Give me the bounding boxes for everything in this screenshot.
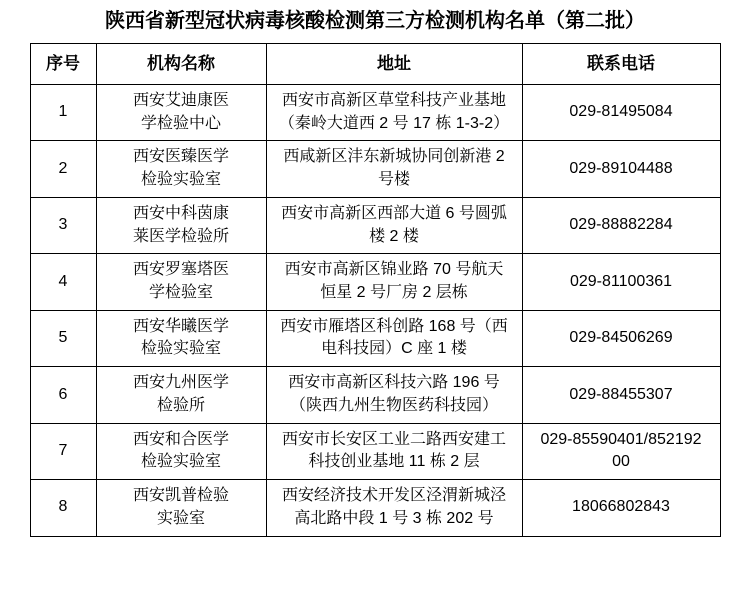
table-header	[30, 44, 720, 85]
phone-line: 029-81100361	[569, 272, 673, 290]
cell-index: 6	[30, 367, 96, 423]
org-line: 学检验中心	[140, 114, 221, 132]
cell-address	[266, 197, 522, 253]
org-line: 学检验室	[148, 284, 213, 302]
org-line: 莱医学检验所	[132, 227, 229, 245]
org-line: 检验实验室	[140, 340, 221, 358]
cell-phone	[522, 480, 720, 536]
org-line: 西安中科茵康	[132, 204, 229, 222]
org-line: 西安华曦医学	[132, 317, 229, 335]
org-line: 检验所	[156, 396, 205, 414]
addr-line: 恒星 2 号厂房 2 层栋	[320, 284, 468, 302]
column-header-organization: 机构名称	[96, 44, 266, 85]
table-row	[30, 423, 720, 479]
cell-index: 1	[30, 85, 96, 141]
org-line: 西安医臻医学	[132, 148, 229, 166]
table-header-row	[30, 44, 720, 85]
cell-index: 8	[30, 480, 96, 536]
table-row	[30, 480, 720, 536]
org-line: 实验室	[156, 509, 205, 527]
table-row	[30, 367, 720, 423]
cell-phone	[522, 141, 720, 197]
phone-line: 18066802843	[572, 498, 670, 516]
cell-organization	[96, 310, 266, 366]
phone-line: 029-85590401/852192	[540, 430, 702, 448]
phone-line: 029-89104488	[569, 159, 673, 177]
addr-line: 科技创业基地 11 栋 2 层	[308, 453, 480, 471]
cell-phone	[522, 85, 720, 141]
page-title: 陕西省新型冠状病毒核酸检测第三方检测机构名单（第二批）	[105, 10, 645, 32]
addr-line: 号楼	[377, 171, 410, 189]
addr-line: 西安市高新区锦业路 70 号航天	[284, 261, 504, 279]
cell-index: 7	[30, 423, 96, 479]
cell-phone	[522, 367, 720, 423]
addr-line: 西安经济技术开发区泾渭新城泾	[281, 487, 506, 505]
cell-organization	[96, 197, 266, 253]
cell-organization	[96, 367, 266, 423]
org-line: 西安艾迪康医	[132, 92, 229, 109]
addr-line: 西安市长安区工业二路西安建工	[281, 430, 506, 448]
table-row	[30, 197, 720, 253]
cell-organization	[96, 141, 266, 197]
cell-address	[266, 480, 522, 536]
cell-index: 2	[30, 141, 96, 197]
addr-line: 西咸新区沣东新城协同创新港 2	[283, 148, 505, 166]
phone-line: 00	[612, 453, 630, 471]
lab-list-table	[30, 43, 721, 537]
cell-organization	[96, 254, 266, 310]
cell-address	[266, 254, 522, 310]
table-row	[30, 85, 720, 141]
cell-address	[266, 85, 522, 141]
table-row	[30, 141, 720, 197]
table-row	[30, 310, 720, 366]
cell-phone	[522, 423, 720, 479]
addr-line: （秦岭大道西 2 号 17 栋 1-3-2）	[278, 114, 510, 132]
cell-organization	[96, 423, 266, 479]
org-line: 检验实验室	[140, 453, 221, 471]
column-header-address: 地址	[266, 44, 522, 85]
column-header-phone: 联系电话	[522, 44, 720, 85]
cell-organization	[96, 85, 266, 141]
org-line: 西安凯普检验	[132, 487, 229, 505]
cell-index: 4	[30, 254, 96, 310]
cell-index: 3	[30, 197, 96, 253]
table-body	[30, 85, 720, 537]
cell-address	[266, 423, 522, 479]
table-row	[30, 254, 720, 310]
cell-phone	[522, 197, 720, 253]
cell-phone	[522, 254, 720, 310]
addr-line: 电科技园）C 座 1 楼	[321, 340, 467, 358]
cell-address	[266, 367, 522, 423]
org-line: 西安九州医学	[132, 374, 229, 392]
addr-line: 西安市高新区草堂科技产业基地	[281, 92, 506, 109]
cell-organization	[96, 480, 266, 536]
phone-line: 029-81495084	[569, 103, 673, 121]
cell-address	[266, 310, 522, 366]
phone-line: 029-84506269	[569, 329, 673, 347]
cell-index: 5	[30, 310, 96, 366]
phone-line: 029-88882284	[569, 216, 673, 234]
org-line: 西安罗塞塔医	[132, 261, 229, 279]
addr-line: 西安市高新区西部大道 6 号圆弧	[281, 204, 507, 222]
org-line: 检验实验室	[140, 171, 221, 189]
phone-line: 029-88455307	[569, 385, 673, 403]
addr-line: 楼 2 楼	[369, 227, 419, 245]
addr-line: 高北路中段 1 号 3 栋 202 号	[294, 509, 494, 527]
addr-line: 西安市高新区科技六路 196 号	[288, 374, 500, 392]
cell-phone	[522, 310, 720, 366]
addr-line: （陕西九州生物医药科技园）	[289, 396, 498, 414]
addr-line: 西安市雁塔区科创路 168 号（西	[280, 317, 508, 335]
org-line: 西安和合医学	[132, 430, 229, 448]
column-header-index: 序号	[30, 44, 96, 85]
cell-address	[266, 141, 522, 197]
